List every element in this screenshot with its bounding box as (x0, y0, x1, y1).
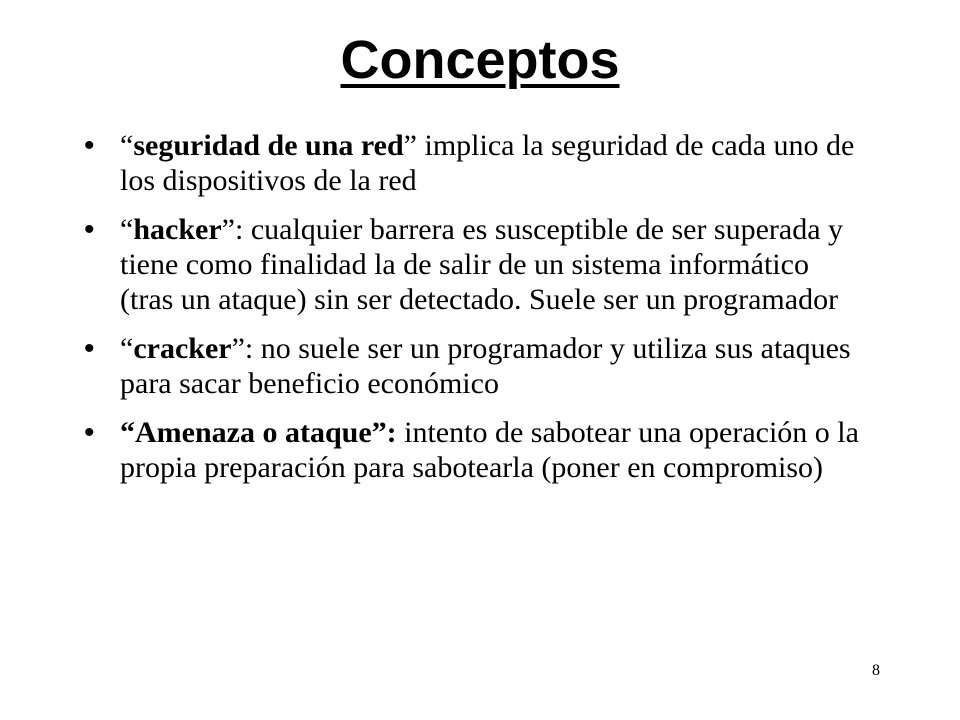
bullet-icon: • (84, 332, 95, 365)
term-seguridad: seguridad de una red (133, 129, 404, 162)
bullet-item-hacker (84, 212, 864, 317)
definition-seguridad: implica la seguridad de cada uno de los dispositivos de la red (120, 129, 855, 197)
open-quote: “ (120, 213, 134, 246)
definition-cracker: : no suele ser un programador y utiliza sus ataques para sacar beneficio económico (120, 332, 851, 400)
open-quote: “ (120, 332, 134, 365)
bullet-item-cracker (84, 331, 864, 401)
close-quote: ” (231, 332, 245, 365)
slide-title-text: Conceptos (340, 30, 620, 90)
slide-title (0, 28, 960, 92)
bullet-list (84, 128, 864, 499)
close-quote: ” (403, 129, 417, 162)
definition-hacker: : cualquier barrera es susceptible de ser superada y tiene como finalidad la de salir de un sistema informático (tras un ataque) sin ser detectado. Suele ser un programador (120, 213, 844, 316)
open-quote: “ (120, 129, 134, 162)
bullet-icon: • (84, 129, 95, 162)
bullet-item-seguridad (84, 128, 864, 198)
term-cracker: cracker (133, 332, 232, 365)
bullet-icon: • (84, 213, 95, 246)
term-amenaza: “Amenaza o ataque”: (120, 416, 397, 449)
page-number: 8 (872, 662, 880, 679)
bullet-icon: • (84, 416, 95, 449)
bullet-item-amenaza (84, 415, 864, 485)
term-hacker: hacker (133, 213, 222, 246)
close-quote: ” (221, 213, 235, 246)
definition-amenaza: intento de sabotear una operación o la propia preparación para sabotearla (poner en compromiso) (120, 416, 859, 484)
